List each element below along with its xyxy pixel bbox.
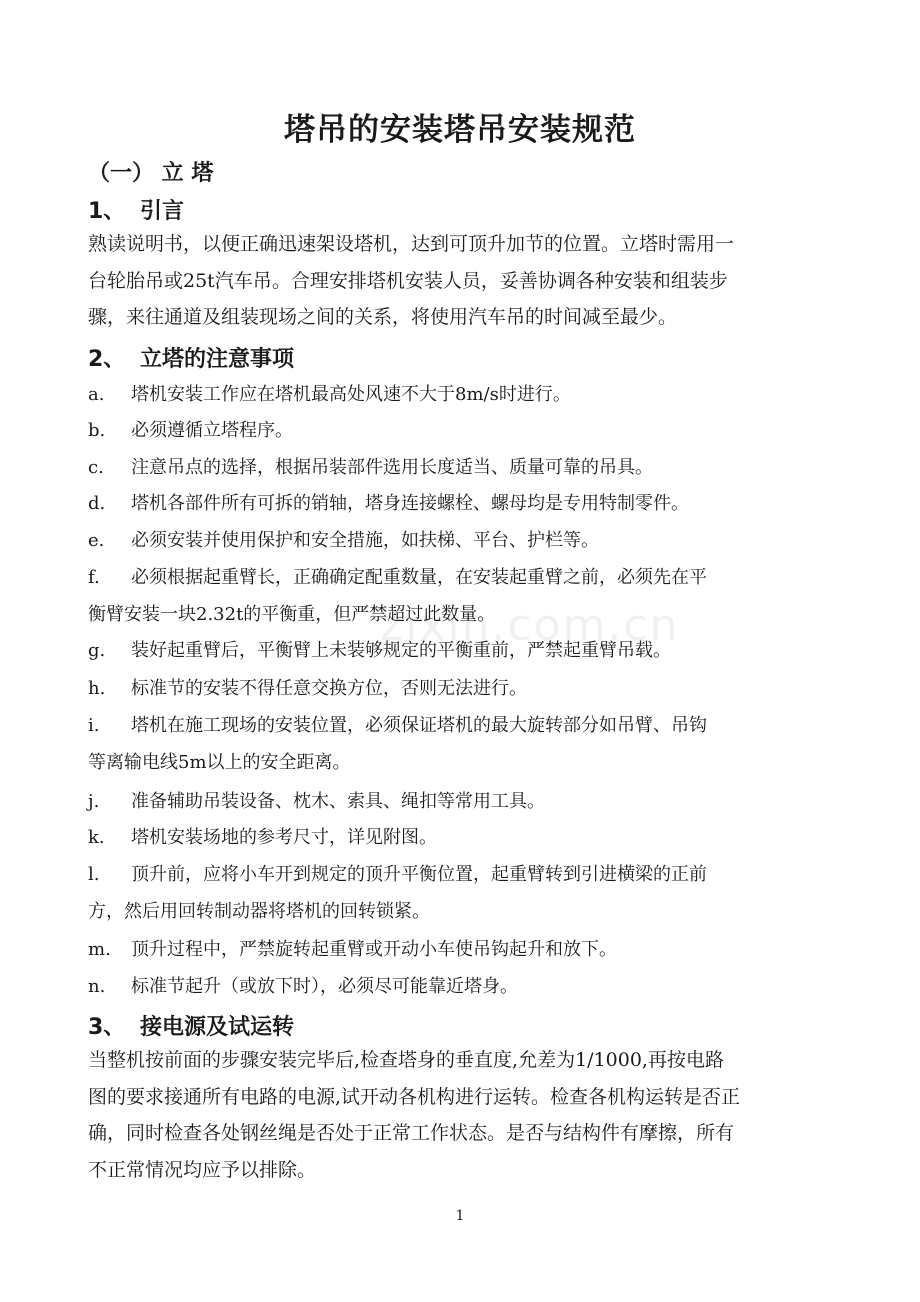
item-text: 衡臂安装一块2.32t的平衡重，但严禁超过此数量。 bbox=[88, 603, 496, 625]
paragraph-line: 不正常情况均应予以排除。 bbox=[88, 1158, 317, 1181]
item-text: 塔机安装工作应在塔机最高处风速不大于8m/s时进行。 bbox=[131, 384, 571, 405]
item-label: m. bbox=[88, 939, 111, 960]
list-item bbox=[88, 450, 832, 487]
page-number: 1 bbox=[455, 1208, 465, 1224]
list-item bbox=[88, 784, 832, 821]
item-text: 塔机在施工现场的安装位置，必须保证塔机的最大旋转部分如吊臂、吊钩 bbox=[131, 715, 707, 736]
subheading-intro bbox=[88, 194, 184, 225]
list-item bbox=[88, 560, 832, 633]
list-item bbox=[88, 857, 832, 930]
list-item bbox=[88, 486, 832, 523]
item-text: 必须安装并使用保护和安全措施，如扶梯、平台、护栏等。 bbox=[131, 530, 599, 551]
subheading-label: 立塔的注意事项 bbox=[140, 347, 295, 372]
item-label: b. bbox=[88, 420, 106, 441]
list-item bbox=[88, 633, 832, 670]
subheading-number: 2、 bbox=[88, 347, 126, 372]
item-label: i. bbox=[88, 715, 100, 736]
paragraph-line: 当整机按前面的步骤安装完毕后,检查塔身的垂直度,允差为1/1000,再按电路 bbox=[88, 1049, 724, 1071]
item-label: h. bbox=[88, 678, 106, 699]
item-text: 必须遵循立塔程序。 bbox=[131, 420, 293, 441]
subheading-label: 引言 bbox=[140, 199, 185, 224]
paragraph-line: 图的要求接通所有电路的电源,试开动各机构进行运转。检查各机构运转是否正 bbox=[88, 1085, 741, 1108]
list-item bbox=[88, 413, 832, 450]
item-label: c. bbox=[88, 457, 104, 478]
item-label: k. bbox=[88, 827, 105, 848]
watermark: zixin.com.cn bbox=[380, 600, 680, 651]
subheading-label: 接电源及试运转 bbox=[140, 1015, 295, 1040]
item-text: 塔机各部件所有可拆的销轴，塔身连接螺栓、螺母均是专用特制零件。 bbox=[131, 493, 689, 514]
subheading-number: 1、 bbox=[88, 199, 126, 224]
list-item bbox=[88, 671, 832, 708]
paragraph-line: 确，同时检查各处钢丝绳是否处于正常工作状态。是否与结构件有摩擦，所有 bbox=[88, 1122, 735, 1144]
item-label: f. bbox=[88, 567, 100, 588]
item-text: 标准节起升（或放下时），必须尽可能靠近塔身。 bbox=[131, 976, 518, 997]
item-label: n. bbox=[88, 976, 106, 997]
list-item bbox=[88, 377, 832, 414]
item-label: d. bbox=[88, 493, 106, 514]
subheading-power bbox=[88, 1010, 294, 1041]
section-heading: （一） 立 塔 bbox=[88, 161, 214, 186]
item-text: 塔机安装场地的参考尺寸，详见附图。 bbox=[131, 827, 437, 848]
list-item bbox=[88, 820, 832, 857]
list-item bbox=[88, 523, 832, 560]
item-label: e. bbox=[88, 530, 105, 551]
intro-paragraph bbox=[88, 226, 832, 336]
item-label: g. bbox=[88, 640, 106, 661]
item-text: 装好起重臂后，平衡臂上未装够规定的平衡重前，严禁起重臂吊载。 bbox=[131, 640, 671, 661]
list-item bbox=[88, 969, 832, 1006]
list-item bbox=[88, 932, 832, 969]
page-title: 塔吊的安装塔吊安装规范 bbox=[284, 112, 636, 148]
item-text: 方，然后用回转制动器将塔机的回转锁紧。 bbox=[88, 900, 430, 922]
power-paragraph bbox=[88, 1042, 832, 1188]
paragraph-line: 骤，来往通道及组装现场之间的关系，将使用汽车吊的时间减至最少。 bbox=[88, 306, 678, 328]
item-text: 标准节的安装不得任意交换方位，否则无法进行。 bbox=[131, 678, 527, 699]
item-text: 准备辅助吊装设备、枕木、索具、绳扣等常用工具。 bbox=[131, 791, 545, 812]
item-text: 顶升过程中，严禁旋转起重臂或开动小车使吊钩起升和放下。 bbox=[131, 939, 617, 960]
item-text: 等离输电线5m以上的安全距离。 bbox=[88, 751, 351, 773]
list-item bbox=[88, 708, 832, 781]
item-label: l. bbox=[88, 864, 100, 885]
item-text: 注意吊点的选择，根据吊装部件选用长度适当、质量可靠的吊具。 bbox=[131, 457, 653, 478]
subheading-precautions bbox=[88, 342, 294, 373]
subheading-number: 3、 bbox=[88, 1015, 126, 1040]
item-label: j. bbox=[88, 791, 100, 812]
item-text: 顶升前，应将小车开到规定的顶升平衡位置，起重臂转到引进横梁的正前 bbox=[131, 864, 707, 885]
item-text: 必须根据起重臂长，正确确定配重数量，在安装起重臂之前，必须先在平 bbox=[131, 567, 707, 588]
paragraph-line: 台轮胎吊或25t汽车吊。合理安排塔机安装人员，妥善协调各种安装和组装步 bbox=[88, 269, 728, 292]
paragraph-line: 熟读说明书，以便正确迅速架设塔机，达到可顶升加节的位置。立塔时需用一 bbox=[88, 233, 735, 255]
item-label: a. bbox=[88, 384, 105, 405]
